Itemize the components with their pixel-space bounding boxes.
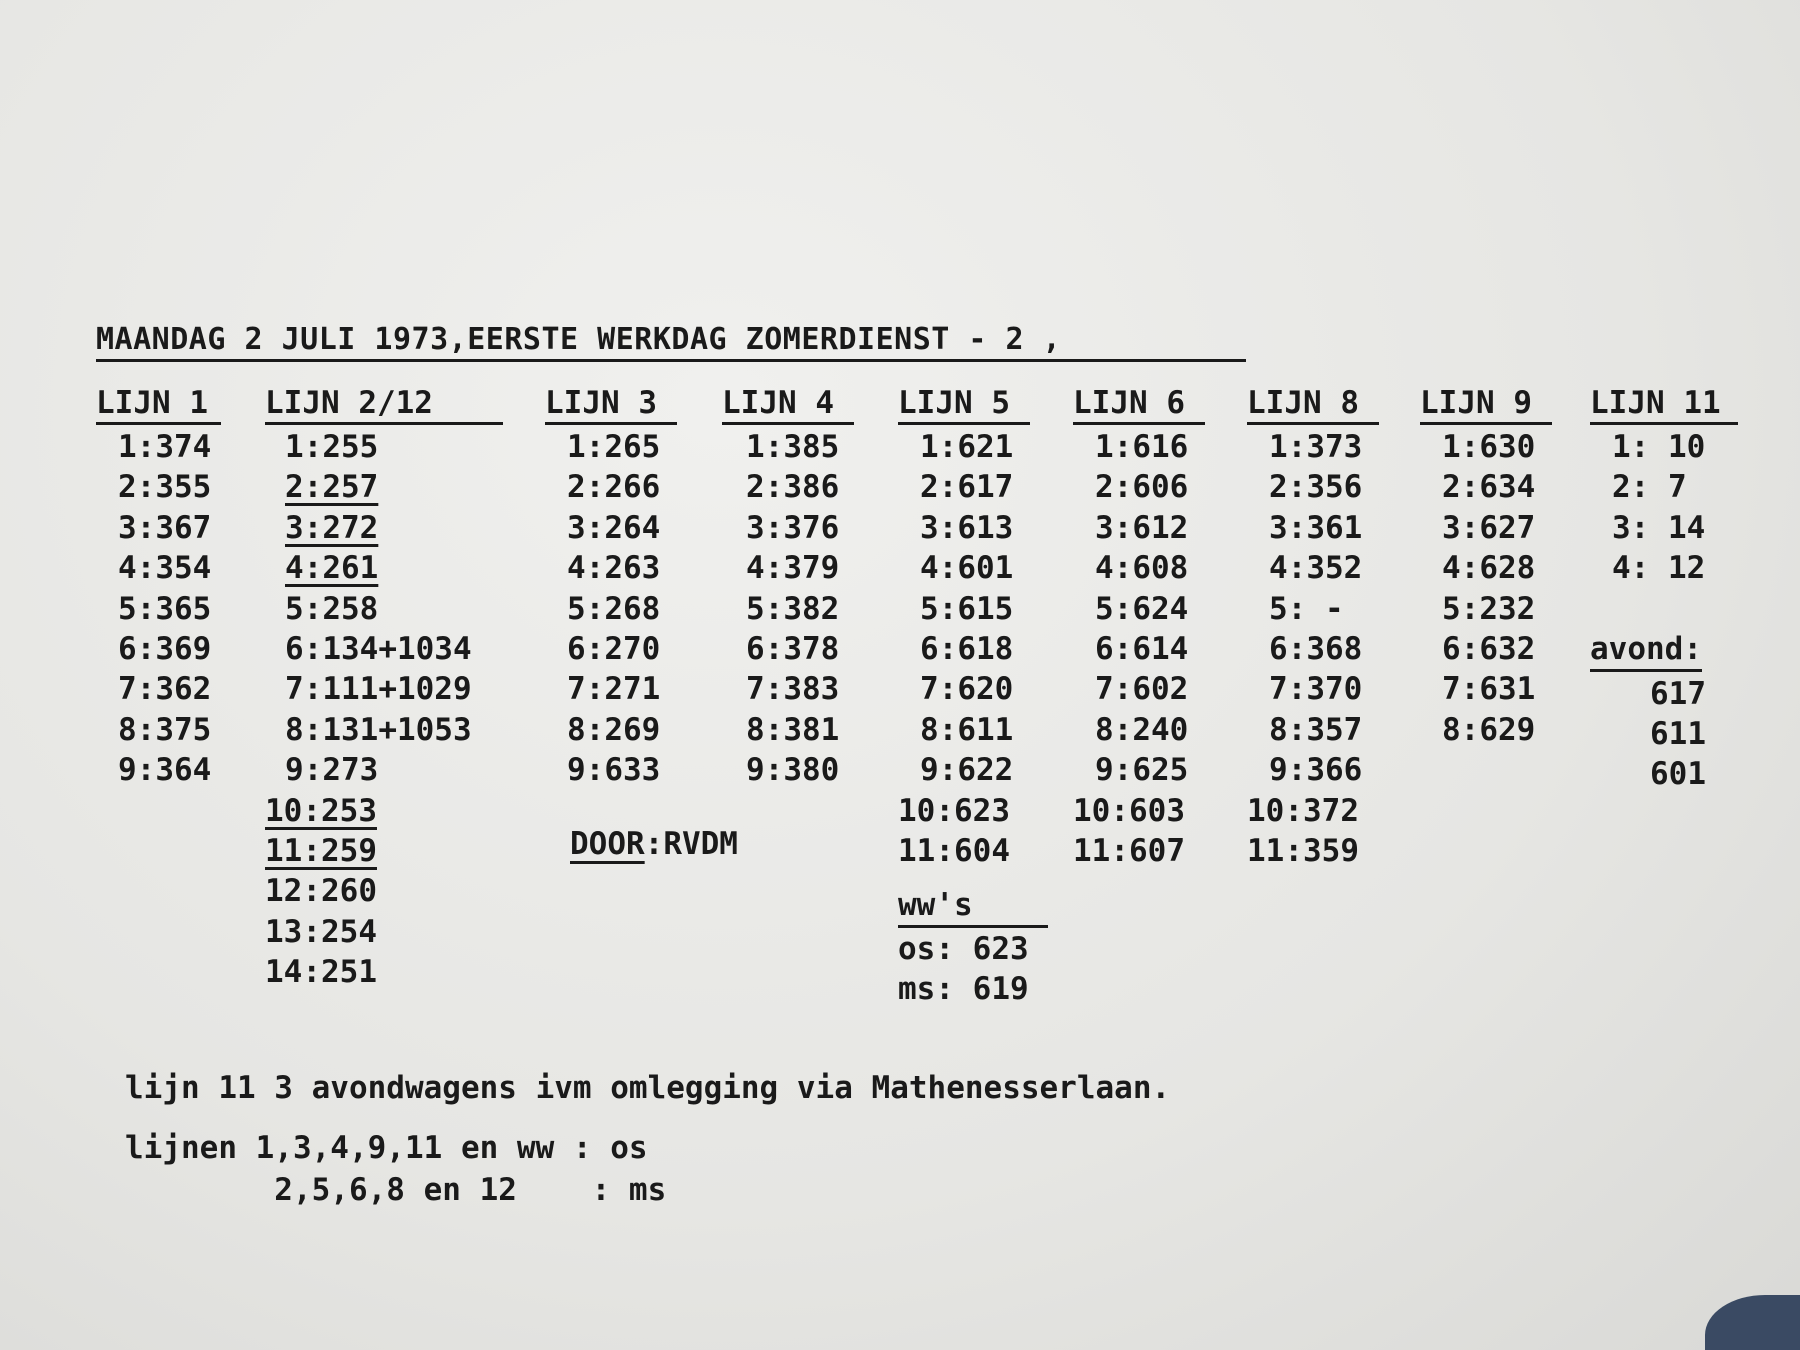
column-lijn-5 <box>898 382 1030 871</box>
column-header: LIJN 9 <box>1420 382 1552 425</box>
note-line: 2,5,6,8 en 12 : ms <box>125 1172 667 1208</box>
list-item: 5:624 <box>1095 590 1189 627</box>
list-item: 11:359 <box>1247 832 1359 869</box>
column-header: LIJN 6 <box>1073 382 1205 425</box>
list-item: 8:629 <box>1442 711 1536 748</box>
list-item: 4:263 <box>567 550 661 587</box>
column-header: LIJN 3 <box>545 382 677 425</box>
list-item: 4:352 <box>1269 550 1363 587</box>
list-item: 3:272 <box>285 509 379 546</box>
list-item: 2:355 <box>118 469 212 506</box>
list-item: 5:232 <box>1442 590 1536 627</box>
list-item: 3:627 <box>1442 509 1536 546</box>
list-item: 10:603 <box>1073 792 1185 829</box>
list-item: 1:621 <box>920 429 1014 465</box>
list-item: 9:622 <box>920 752 1014 789</box>
column-lijn-1 <box>96 382 221 791</box>
list-item: 8:611 <box>920 711 1014 748</box>
list-item: 4:601 <box>920 550 1014 587</box>
list-item: 2:634 <box>1442 469 1536 506</box>
list-item: 8:131+1053 <box>285 711 472 748</box>
list-item: 9:366 <box>1269 752 1363 789</box>
list-item: 3:264 <box>567 509 661 546</box>
list-item: 9:380 <box>746 752 840 789</box>
ww-block <box>898 885 1048 1008</box>
list-item: 5:258 <box>285 590 379 627</box>
list-item: 5:365 <box>118 590 212 627</box>
list-item: 2:617 <box>920 469 1014 506</box>
list-item: 611 <box>1650 715 1706 752</box>
list-item: 1:630 <box>1442 429 1536 465</box>
ww-row: os: 623 <box>898 931 1029 967</box>
column-lijn-11 <box>1590 382 1738 795</box>
list-item: 601 <box>1650 756 1706 793</box>
avond-label: avond: <box>1590 629 1702 672</box>
column-lijn-9 <box>1420 382 1552 750</box>
list-item: 10:372 <box>1247 792 1359 829</box>
note-line: lijn 11 3 avondwagens ivm omlegging via Mathenesserlaan. <box>125 1070 1171 1106</box>
list-item: 3:367 <box>118 509 212 546</box>
author-label: DOOR <box>570 826 645 862</box>
list-item: 10:623 <box>898 792 1010 829</box>
list-item: 6:618 <box>920 630 1014 667</box>
list-item: 2:606 <box>1095 469 1189 506</box>
list-item: 5: - <box>1269 590 1344 627</box>
list-item: 3:361 <box>1269 509 1363 546</box>
list-item: 9:273 <box>285 752 379 789</box>
list-item: 1:265 <box>567 429 661 465</box>
note-line: lijnen 1,3,4,9,11 en ww : os <box>125 1130 648 1166</box>
list-item: 4:608 <box>1095 550 1189 587</box>
list-item: 6:632 <box>1442 630 1536 667</box>
list-item: 6:270 <box>567 630 661 667</box>
list-item: 12:260 <box>265 873 377 910</box>
author-value: :RVDM <box>644 826 738 862</box>
list-item: 7:271 <box>567 671 661 708</box>
list-item: 7:111+1029 <box>285 671 472 708</box>
list-item: 5:382 <box>746 590 840 627</box>
list-item: 7:383 <box>746 671 840 708</box>
list-item: 7:620 <box>920 671 1014 708</box>
list-item: 5:268 <box>567 590 661 627</box>
list-item: 8:381 <box>746 711 840 748</box>
list-item: 2:266 <box>567 469 661 506</box>
author-line <box>570 826 738 862</box>
column-header: LIJN 8 <box>1247 382 1379 425</box>
page-title: MAANDAG 2 JULI 1973,EERSTE WERKDAG ZOMERDIENST - 2 , <box>96 322 1246 362</box>
list-item: 7:370 <box>1269 671 1363 708</box>
list-item: 9:633 <box>567 752 661 789</box>
list-item: 1:373 <box>1269 429 1363 465</box>
list-item: 8:240 <box>1095 711 1189 748</box>
list-item: 4:379 <box>746 550 840 587</box>
list-item: 1:385 <box>746 429 840 465</box>
list-item: 4: 12 <box>1612 550 1706 587</box>
list-item: 14:251 <box>265 954 377 991</box>
list-item: 8:269 <box>567 711 661 748</box>
column-lijn-4 <box>722 382 854 791</box>
list-item: 2:386 <box>746 469 840 506</box>
column-lijn-8 <box>1247 382 1379 871</box>
column-lijn-2-12 <box>265 382 503 992</box>
list-item: 1: 10 <box>1612 429 1706 465</box>
list-item: 4:628 <box>1442 550 1536 587</box>
list-item: 11:259 <box>265 832 377 869</box>
list-item: 11:604 <box>898 832 1010 869</box>
list-item: 3: 14 <box>1612 509 1706 546</box>
list-item: 3:376 <box>746 509 840 546</box>
list-item: 2:356 <box>1269 469 1363 506</box>
list-item: 6:369 <box>118 630 212 667</box>
list-item: 7:631 <box>1442 671 1536 708</box>
list-item: 13:254 <box>265 913 377 950</box>
ww-row: ms: 619 <box>898 971 1029 1007</box>
column-header: LIJN 4 <box>722 382 854 425</box>
list-item: 1:255 <box>285 429 379 465</box>
list-item: 4:261 <box>285 550 379 587</box>
list-item: 9:625 <box>1095 752 1189 789</box>
list-item: 6:368 <box>1269 630 1363 667</box>
list-item: 2:257 <box>285 469 379 506</box>
list-item: 8:375 <box>118 711 212 748</box>
list-item: 3:612 <box>1095 509 1189 546</box>
list-item: 617 <box>1650 675 1706 712</box>
list-item: 10:253 <box>265 792 377 829</box>
list-item: 11:607 <box>1073 832 1185 869</box>
ww-header: ww's <box>898 885 1048 928</box>
list-item: 6:614 <box>1095 630 1189 667</box>
list-item: 1:374 <box>118 429 212 465</box>
column-header: LIJN 5 <box>898 382 1030 425</box>
list-item: 1:616 <box>1095 429 1189 465</box>
list-item: 8:357 <box>1269 711 1363 748</box>
list-item: 3:613 <box>920 509 1014 546</box>
column-header: LIJN 1 <box>96 382 221 425</box>
list-item: 4:354 <box>118 550 212 587</box>
column-lijn-6 <box>1073 382 1205 871</box>
list-item: 7:362 <box>118 671 212 708</box>
list-item: 2: 7 <box>1612 469 1687 506</box>
column-lijn-3 <box>545 382 677 791</box>
column-header: LIJN 2/12 <box>265 382 503 425</box>
list-item: 5:615 <box>920 590 1014 627</box>
list-item: 6:134+1034 <box>285 630 472 667</box>
column-header: LIJN 11 <box>1590 382 1738 425</box>
list-item: 7:602 <box>1095 671 1189 708</box>
list-item: 6:378 <box>746 630 840 667</box>
list-item: 9:364 <box>118 752 212 789</box>
